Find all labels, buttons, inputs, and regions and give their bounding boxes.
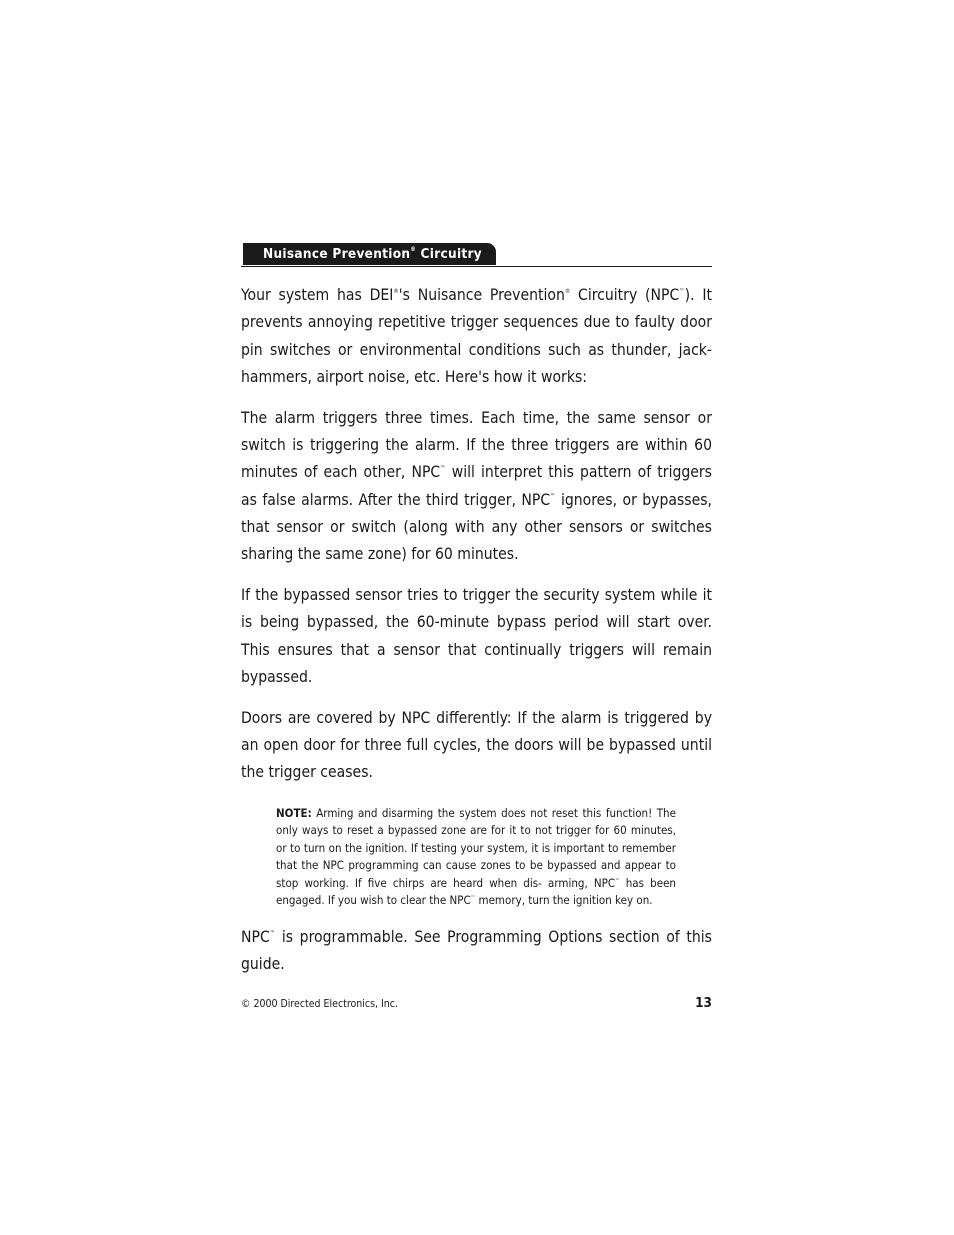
text-run: The alarm triggers three times. Each time, the same sensor or switch is triggering the alarm. If the three triggers are within 60 minutes of each other, NPC <box>241 408 712 482</box>
text-run: Your system has DEI <box>241 286 394 304</box>
programmable-paragraph <box>241 924 712 979</box>
registered-mark: ® <box>393 288 399 295</box>
doors-paragraph: Doors are covered by NPC differently: If the alarm is triggered by an open door for three full cycles, the doors will be bypassed until the trigger ceases. <box>241 708 712 782</box>
note-block <box>276 805 676 910</box>
section-header <box>241 243 712 267</box>
note-text: has been engaged. If you wish to clear the NPC <box>276 875 676 908</box>
section-title-tail: Circuitry <box>416 246 483 262</box>
trigger-paragraph <box>241 405 712 569</box>
trademark-mark: ™ <box>269 929 276 937</box>
section-title: Nuisance Prevention <box>263 246 411 262</box>
text-run: 's Nuisance Prevention <box>398 286 565 304</box>
manual-page <box>241 243 712 978</box>
page-footer <box>241 995 712 1015</box>
section-title-tab <box>243 243 496 265</box>
registered-mark: ® <box>410 246 417 253</box>
text-run: Circuitry (NPC <box>570 286 680 304</box>
text-run: is programmable. See Programming Options section of this guide. <box>241 927 712 973</box>
note-label: NOTE: <box>276 805 312 820</box>
trademark-mark: ™ <box>470 895 476 902</box>
text-run: will interpret this pattern of triggers as false alarms. After the third trigger, NPC <box>241 463 712 509</box>
trademark-mark: ™ <box>615 877 620 884</box>
copyright-text: © 2000 Directed Electronics, Inc. <box>241 998 398 1010</box>
text-run: ignores, or bypasses, that sensor or switch (along with any other sensors or switches sharing the same zone) for 60 minutes. <box>241 490 712 564</box>
text-run: ). It prevents annoying repetitive trigger sequences due to faulty door pin switches or environmental conditions such as thunder, jack- hammers, airport noise, etc. Here's how it works: <box>241 286 712 386</box>
bypass-paragraph: If the bypassed sensor tries to trigger the security system while it is being bypassed, the 60-minute bypass period will start over. This ensures that a sensor that continually triggers will remain bypassed. <box>241 585 712 686</box>
trademark-mark: ™ <box>440 465 446 473</box>
text-run: NPC <box>241 927 270 946</box>
note-text: memory, turn the ignition key on. <box>475 893 653 908</box>
note-text: Arming and disarming the system does not reset this function! The only ways to reset a bypassed zone are for it to not trigger for 60 minutes, or to turn on the ignition. If testing your system, it is important to remember that the NPC programming can cause zones to be bypassed and appear to stop working. If five chirps are heard when dis- arming, NPC <box>276 805 676 890</box>
intro-paragraph <box>241 282 712 391</box>
registered-mark: ® <box>564 288 571 295</box>
page-number: 13 <box>695 995 712 1011</box>
trademark-mark: ™ <box>679 288 685 295</box>
trademark-mark: ™ <box>550 492 556 500</box>
